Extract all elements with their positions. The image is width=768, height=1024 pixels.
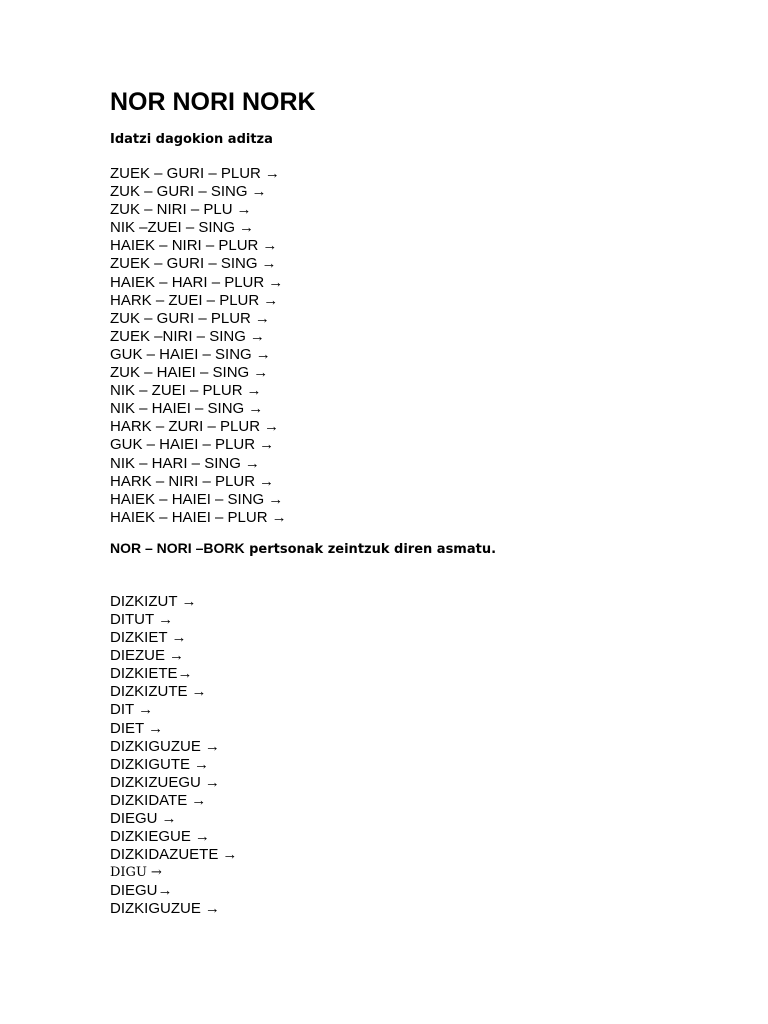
list-item: ZUEK – GURI – SING → — [110, 255, 277, 273]
arrow-right-icon: → — [264, 165, 280, 182]
list-item: DIZKIGUTE → — [110, 755, 210, 773]
arrow-right-icon: → — [204, 737, 220, 755]
list-item: DIZKIEGUE → — [110, 828, 210, 846]
arrow-right-icon: → — [169, 647, 185, 665]
arrow-right-icon: → — [244, 454, 260, 472]
arrow-right-icon: → — [263, 291, 279, 309]
arrow-right-icon: → — [249, 327, 265, 345]
arrow-right-icon: → — [246, 382, 262, 400]
exercise-list-1 — [110, 165, 710, 527]
list-item: HARK – NIRI – PLUR → — [110, 472, 275, 490]
instruction-rest: pertsonak zeintzuk diren asmatu. — [244, 541, 497, 557]
list-item: ZUK – GURI – SING → — [110, 183, 267, 201]
arrow-right-icon: → — [194, 828, 210, 846]
list-item: NIK – ZUEI – PLUR → — [110, 382, 262, 400]
exercise-instruction: Idatzi dagokion aditza — [110, 132, 273, 147]
document-title: NOR NORI NORK — [110, 88, 316, 116]
arrow-right-icon: → — [262, 237, 278, 255]
arrow-right-icon: → — [271, 508, 287, 526]
list-item: ZUK – NIRI – PLU → — [110, 201, 252, 219]
arrow-right-icon: → — [264, 418, 280, 436]
arrow-right-icon: → — [158, 610, 174, 628]
list-item: DIEGU → — [110, 810, 177, 827]
list-item: DIEGU→ — [110, 882, 173, 900]
arrow-right-icon: → — [239, 219, 255, 237]
arrow-right-icon: → — [150, 865, 162, 881]
arrow-right-icon: → — [191, 683, 207, 701]
list-item: GUK – HAIEI – PLUR → — [110, 436, 275, 454]
list-item: DIEZUE → — [110, 647, 185, 665]
list-item: DIZKIETE→ — [110, 665, 193, 683]
list-item: DIZKIZUTE → — [110, 683, 207, 701]
instruction-strong: NOR – NORI –BORK — [110, 539, 245, 556]
list-item: HAIEK – HAIEI – PLUR → — [110, 508, 287, 526]
arrow-right-icon: → — [259, 436, 275, 454]
arrow-right-icon: → — [222, 846, 238, 864]
list-item: ZUEK – GURI – PLUR → — [110, 165, 280, 182]
arrow-right-icon: → — [191, 791, 207, 809]
list-item: NIK – HAIEI – SING → — [110, 400, 264, 418]
list-item: HAIEK – HAIEI – SING → — [110, 490, 284, 508]
list-item: DIZKIDATE → — [110, 791, 207, 809]
list-item: DIET → — [110, 719, 164, 737]
arrow-right-icon: → — [261, 255, 277, 273]
arrow-right-icon: → — [253, 364, 269, 382]
list-item: ZUK – HAIEI – SING → — [110, 364, 269, 382]
arrow-right-icon: → — [255, 345, 271, 363]
list-item: ZUK – GURI – PLUR → — [110, 309, 270, 327]
arrow-right-icon: → — [157, 882, 173, 900]
arrow-right-icon: → — [251, 183, 267, 201]
arrow-right-icon: → — [248, 400, 264, 418]
list-item: NIK – HARI – SING → — [110, 454, 260, 472]
list-item: HARK – ZURI – PLUR → — [110, 418, 280, 436]
list-item: DIZKIET → — [110, 629, 187, 647]
list-item: DIT → — [110, 701, 154, 719]
list-item: GUK – HAIEI – SING → — [110, 345, 271, 363]
arrow-right-icon: → — [177, 665, 193, 683]
arrow-right-icon: → — [161, 810, 177, 827]
list-item: DIZKIGUZUE → — [110, 737, 220, 755]
list-item: NIK –ZUEI – SING → — [110, 219, 255, 237]
list-item: DITUT → — [110, 610, 174, 628]
list-item: HAIEK – NIRI – PLUR → — [110, 237, 278, 255]
arrow-right-icon: → — [181, 592, 197, 610]
arrow-right-icon: → — [148, 719, 164, 737]
list-item: DIGU → — [110, 864, 710, 882]
arrow-right-icon: → — [236, 201, 252, 219]
document-page — [110, 87, 710, 919]
arrow-right-icon: → — [171, 629, 187, 647]
exercise-list-2 — [110, 593, 710, 919]
arrow-right-icon: → — [268, 273, 284, 291]
list-item: DIZKIZUT → — [110, 592, 197, 610]
list-item: ZUEK –NIRI – SING → — [110, 327, 265, 345]
arrow-right-icon: → — [138, 701, 154, 719]
arrow-right-icon: → — [204, 900, 220, 918]
arrow-right-icon: → — [194, 755, 210, 773]
exercise-instruction-2 — [110, 539, 710, 559]
arrow-right-icon: → — [268, 490, 284, 508]
list-item: HAIEK – HARI – PLUR → — [110, 273, 284, 291]
arrow-right-icon: → — [204, 773, 220, 791]
list-item: HARK – ZUEI – PLUR → — [110, 291, 279, 309]
list-item: DIZKIGUZUE → — [110, 900, 220, 918]
list-item: DIZKIDAZUETE → — [110, 846, 238, 864]
list-item: DIZKIZUEGU → — [110, 773, 220, 791]
arrow-right-icon: → — [259, 472, 275, 490]
arrow-right-icon: → — [254, 309, 270, 327]
